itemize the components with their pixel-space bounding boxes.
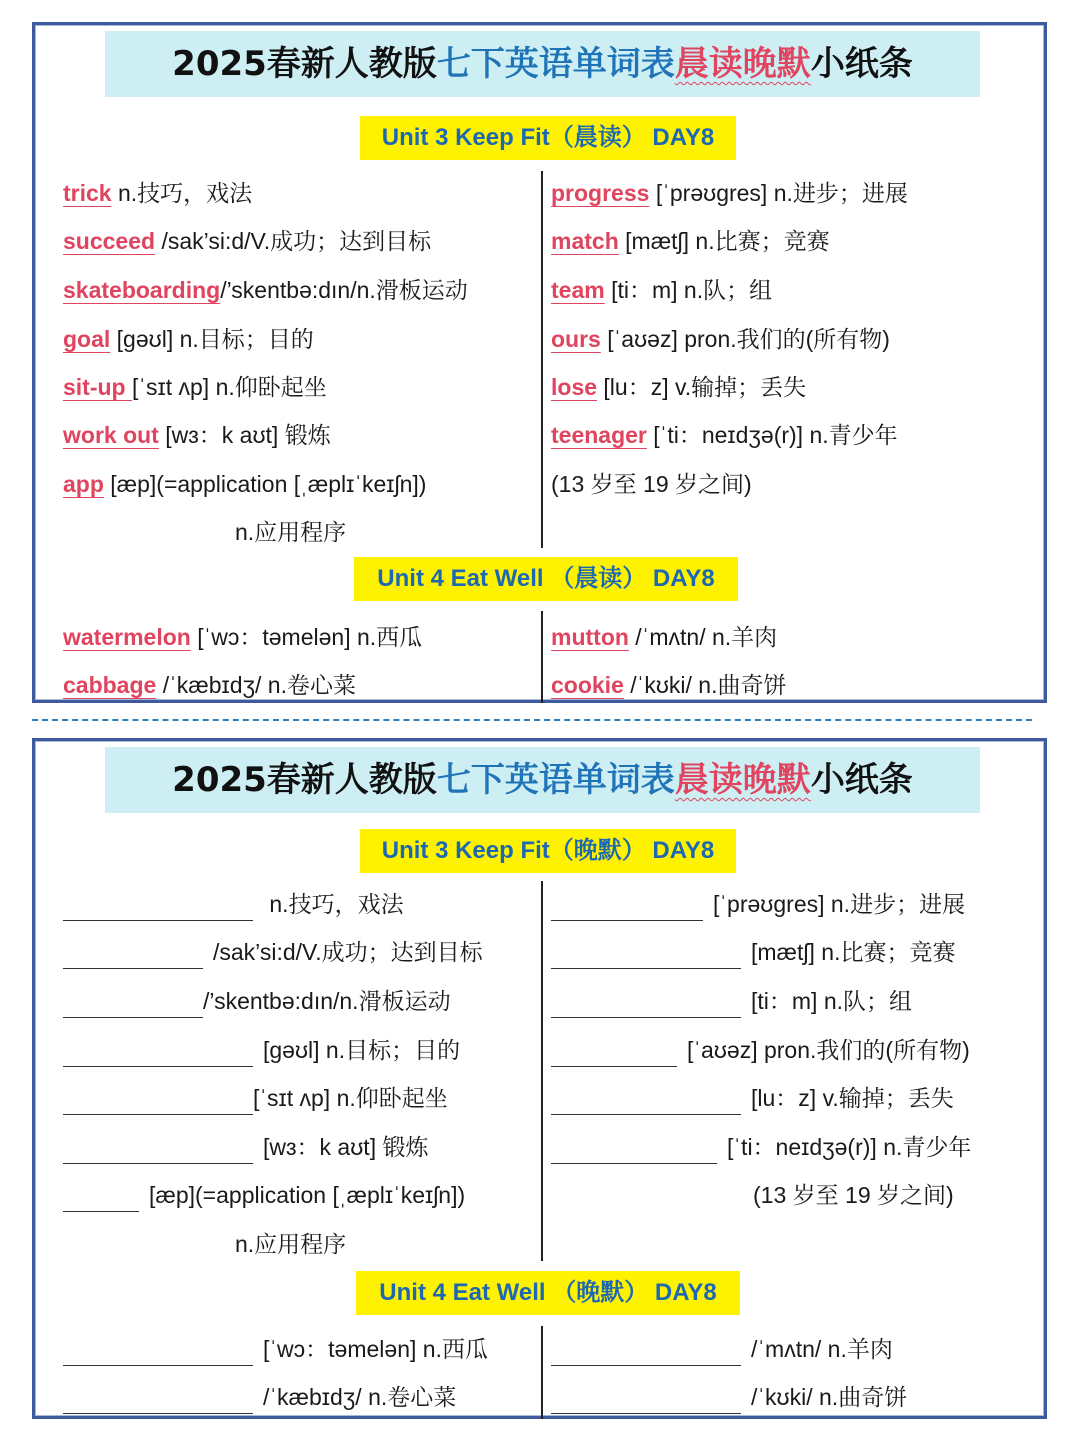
answer-blank[interactable] <box>63 894 253 921</box>
vocab-definition: [ˈprəʊgres] n.进步；进展 <box>649 180 908 206</box>
blank-row <box>63 1178 465 1212</box>
blank-row <box>551 1033 970 1067</box>
title-part-2: 七下英语单词表 <box>436 760 675 800</box>
vocab-word: goal <box>63 326 111 352</box>
vocab-row <box>551 668 786 702</box>
vocab-word: ours <box>551 326 601 352</box>
blank-definition: [gəʊl] n.目标；目的 <box>263 1037 461 1063</box>
app-note: n.应用程序 <box>235 519 347 545</box>
vocab-row <box>63 418 331 452</box>
answer-blank[interactable] <box>63 942 203 969</box>
vocab-row <box>63 668 356 702</box>
vocab-definition: [wɜ：k aʊt] 锻炼 <box>158 422 331 448</box>
column-divider <box>541 171 543 548</box>
blank-row <box>63 984 451 1018</box>
vocab-row <box>63 176 252 210</box>
vocab-row <box>551 620 777 654</box>
blank-definition: /’skentbə:dın/n.滑板运动 <box>203 988 451 1014</box>
vocab-definition: [ˈwɔ：təmelən] n.西瓜 <box>190 624 423 650</box>
answer-blank[interactable] <box>551 1339 741 1366</box>
vocab-definition: /ˈkʊki/ n.曲奇饼 <box>623 672 787 698</box>
blank-definition: /ˈmʌtn/ n.羊肉 <box>751 1336 893 1362</box>
answer-blank[interactable] <box>63 1185 139 1212</box>
answer-blank[interactable] <box>551 1137 717 1164</box>
cut-line <box>32 719 1032 721</box>
blank-row <box>63 1081 448 1115</box>
answer-blank[interactable] <box>551 942 741 969</box>
vocab-definition: [gəʊl] n.目标；目的 <box>110 326 314 352</box>
answer-blank[interactable] <box>551 1387 741 1414</box>
vocab-definition: [ti：m] n.队；组 <box>604 277 773 303</box>
unit4-header: Unit 4 Eat Well （晨读） DAY8 <box>354 557 738 601</box>
title-part-3: 晨读晚默 <box>674 44 811 84</box>
app-note: n.应用程序 <box>235 1231 347 1257</box>
vocab-word: match <box>551 228 619 254</box>
blank-definition: /ˈkæbɪdʒ/ n.卷心菜 <box>263 1384 457 1410</box>
morning-reading-card <box>32 22 1047 703</box>
blank-row <box>63 1033 460 1067</box>
blank-definition: [ˈwɔ：təmelən] n.西瓜 <box>263 1336 488 1362</box>
blank-row <box>551 984 912 1018</box>
answer-blank[interactable] <box>551 1088 741 1115</box>
blank-definition: [ti：m] n.队；组 <box>751 988 913 1014</box>
vocab-word: app <box>63 471 104 497</box>
vocab-definition: [ˈsɪt ʌp] n.仰卧起坐 <box>132 374 327 400</box>
vocab-row <box>63 273 468 307</box>
blank-definition: /ˈkʊki/ n.曲奇饼 <box>751 1384 908 1410</box>
blank-definition: [ˈaʊəz] pron.我们的(所有物) <box>687 1037 970 1063</box>
column-divider <box>541 611 543 703</box>
vocab-word: skateboarding <box>63 277 221 303</box>
blank-row <box>63 1130 428 1164</box>
vocab-definition: [æp](=application [ˌæplɪˈkeɪʃn]) <box>103 471 427 497</box>
vocab-definition: /ˈmʌtn/ n.羊肉 <box>628 624 778 650</box>
title-part-4: 小纸条 <box>810 44 913 84</box>
answer-blank[interactable] <box>63 991 203 1018</box>
evening-dictation-card <box>32 738 1047 1419</box>
blank-definition: [wɜ：k aʊt] 锻炼 <box>263 1134 429 1160</box>
vocab-definition: n.技巧，戏法 <box>111 180 253 206</box>
vocab-word: mutton <box>551 624 629 650</box>
answer-blank[interactable] <box>63 1137 253 1164</box>
vocab-word: lose <box>551 374 598 400</box>
answer-blank[interactable] <box>551 1040 677 1067</box>
answer-blank[interactable] <box>63 1339 253 1366</box>
vocab-word: trick <box>63 180 112 206</box>
vocab-definition: [lu：z] v.输掉；丢失 <box>597 374 807 400</box>
unit4-header: Unit 4 Eat Well （晚默） DAY8 <box>356 1271 740 1315</box>
vocab-row <box>63 370 327 404</box>
blank-definition: /sak’si:d/V.成功；达到目标 <box>213 939 483 965</box>
blank-row <box>551 887 965 921</box>
card-title <box>105 31 980 97</box>
blank-row <box>63 1332 488 1366</box>
title-part-1: 2025春新人教版 <box>172 760 437 800</box>
vocab-word: cookie <box>551 672 624 698</box>
title-part-1: 2025春新人教版 <box>172 44 437 84</box>
unit3-header: Unit 3 Keep Fit（晨读） DAY8 <box>360 116 736 160</box>
vocab-row <box>551 176 908 210</box>
vocab-row <box>551 322 890 356</box>
teen-note: (13 岁至 19 岁之间) <box>551 471 752 497</box>
blank-definition: [ˈsɪt ʌp] n.仰卧起坐 <box>253 1085 448 1111</box>
blank-definition: [æp](=application [ˌæplɪˈkeɪʃn]) <box>149 1182 466 1208</box>
vocab-row <box>63 620 422 654</box>
vocab-word: succeed <box>63 228 156 254</box>
answer-blank[interactable] <box>551 991 741 1018</box>
answer-blank[interactable] <box>63 1387 253 1414</box>
vocab-word: cabbage <box>63 672 157 698</box>
vocab-definition: [mætʃ] n.比赛；竞赛 <box>618 228 830 254</box>
blank-definition: n.技巧，戏法 <box>263 891 404 917</box>
blank-row <box>551 1332 893 1366</box>
vocab-word: team <box>551 277 605 303</box>
vocab-definition: /sak’si:d/V.成功；达到目标 <box>155 228 432 254</box>
blank-definition: [mætʃ] n.比赛；竞赛 <box>751 939 956 965</box>
vocab-definition: [ˈaʊəz] pron.我们的(所有物) <box>600 326 890 352</box>
answer-blank[interactable] <box>63 1088 253 1115</box>
unit3-header: Unit 3 Keep Fit（晚默） DAY8 <box>360 829 736 873</box>
vocab-word: teenager <box>551 422 647 448</box>
vocab-row <box>551 224 830 258</box>
vocab-word: watermelon <box>63 624 191 650</box>
blank-row <box>63 1380 456 1414</box>
answer-blank[interactable] <box>551 894 703 921</box>
vocab-row <box>551 370 806 404</box>
vocab-row <box>63 322 314 356</box>
title-part-4: 小纸条 <box>810 760 913 800</box>
vocab-row <box>63 224 431 258</box>
blank-definition: [ˈprəʊgres] n.进步；进展 <box>713 891 966 917</box>
vocab-row <box>551 273 772 307</box>
vocab-word: progress <box>551 180 650 206</box>
blank-row <box>551 1130 971 1164</box>
title-part-2: 七下英语单词表 <box>436 44 675 84</box>
answer-blank[interactable] <box>63 1040 253 1067</box>
blank-row <box>63 935 483 969</box>
blank-row <box>63 887 404 921</box>
vocab-word: sit-up <box>63 374 132 400</box>
vocab-definition: /ˈkæbɪdʒ/ n.卷心菜 <box>156 672 356 698</box>
teen-note: (13 岁至 19 岁之间) <box>753 1182 954 1208</box>
column-divider <box>541 1326 543 1419</box>
vocab-definition: /’skentbə:dın/n.滑板运动 <box>220 277 468 303</box>
title-part-3: 晨读晚默 <box>674 760 811 800</box>
blank-row <box>551 935 955 969</box>
vocab-row <box>551 418 898 452</box>
blank-row <box>551 1081 954 1115</box>
card-title <box>105 747 980 813</box>
vocab-definition: [ˈti：neɪdʒə(r)] n.青少年 <box>646 422 898 448</box>
blank-definition: [ˈti：neɪdʒə(r)] n.青少年 <box>727 1134 972 1160</box>
blank-row <box>551 1380 907 1414</box>
column-divider <box>541 881 543 1261</box>
blank-definition: [lu：z] v.输掉；丢失 <box>751 1085 954 1111</box>
vocab-row <box>63 467 426 501</box>
vocab-word: work out <box>63 422 159 448</box>
